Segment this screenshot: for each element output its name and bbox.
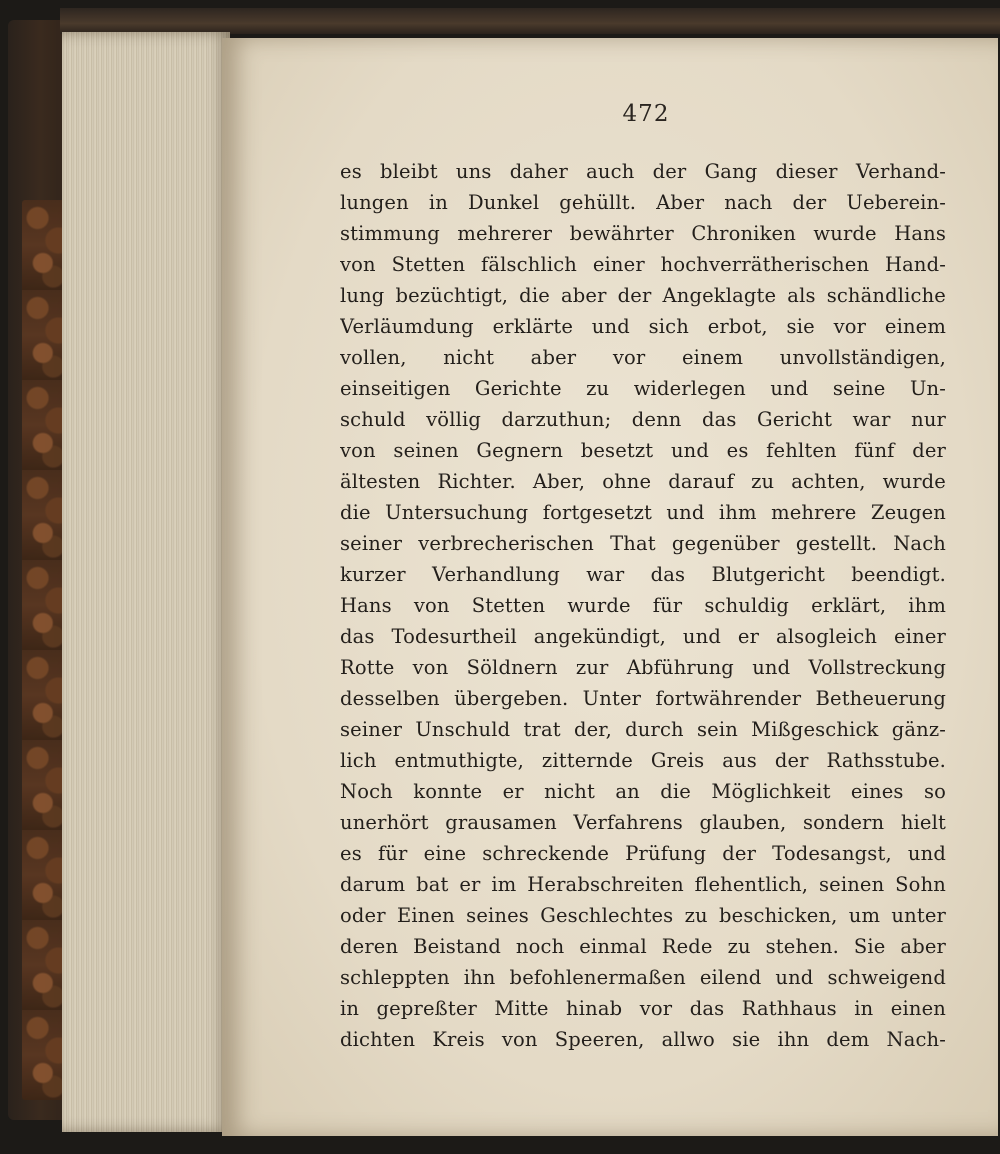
text-line: die Untersuchung fortgesetzt und ihm mehrere Zeugen <box>340 501 946 524</box>
text-line: Rotte von Söldnern zur Abführung und Vollstreckung <box>340 656 946 679</box>
text-line: seiner verbrecherischen That gegenüber gestellt. Nach <box>340 532 946 555</box>
text-line: es bleibt uns daher auch der Gang dieser Verhand- <box>340 160 946 183</box>
text-line: lich entmuthigte, zitternde Greis aus der Rathsstube. <box>340 749 946 772</box>
page-stack-edge <box>62 32 230 1132</box>
text-line: oder Einen seines Geschlechtes zu beschicken, um unter <box>340 904 946 927</box>
text-line: desselben übergeben. Unter fortwährender Betheuerung <box>340 687 946 710</box>
text-line: lungen in Dunkel gehüllt. Aber nach der Ueberein- <box>340 191 946 214</box>
text-line: deren Beistand noch einmal Rede zu stehen. Sie aber <box>340 935 946 958</box>
text-line: in gepreßter Mitte hinab vor das Rathhaus in einen <box>340 997 946 1020</box>
page-number: 472 <box>622 101 670 127</box>
text-line: dichten Kreis von Speeren, allwo sie ihn dem Nach- <box>340 1028 946 1051</box>
text-line: von seinen Gegnern besetzt und es fehlten fünf der <box>340 439 946 462</box>
text-line: kurzer Verhandlung war das Blutgericht beendigt. <box>340 563 946 586</box>
text-line: das Todesurtheil angekündigt, und er alsogleich einer <box>340 625 946 648</box>
text-line: Noch konnte er nicht an die Möglichkeit eines so <box>340 780 946 803</box>
page-text <box>340 156 946 1055</box>
text-line: Hans von Stetten wurde für schuldig erklärt, ihm <box>340 594 946 617</box>
text-line: stimmung mehrerer bewährter Chroniken wurde Hans <box>340 222 946 245</box>
book-page <box>222 38 998 1136</box>
text-line: schleppten ihn befohlenermaßen eilend und schweigend <box>340 966 946 989</box>
text-line: unerhört grausamen Verfahrens glauben, sondern hielt <box>340 811 946 834</box>
text-line: es für eine schreckende Prüfung der Todesangst, und <box>340 842 946 865</box>
text-line: einseitigen Gerichte zu widerlegen und seine Un- <box>340 377 946 400</box>
text-line: ältesten Richter. Aber, ohne darauf zu achten, wurde <box>340 470 946 493</box>
text-line: von Stetten fälschlich einer hochverrätherischen Hand- <box>340 253 946 276</box>
text-line: schuld völlig darzuthun; denn das Gericht war nur <box>340 408 946 431</box>
text-line: seiner Unschuld trat der, durch sein Mißgeschick gänz- <box>340 718 946 741</box>
book-top-edge <box>60 8 1000 34</box>
text-line: darum bat er im Herabschreiten flehentlich, seinen Sohn <box>340 873 946 896</box>
text-line: Verläumdung erklärte und sich erbot, sie vor einem <box>340 315 946 338</box>
text-line: lung bezüchtigt, die aber der Angeklagte als schändliche <box>340 284 946 307</box>
text-line: vollen, nicht aber vor einem unvollständigen, <box>340 346 946 369</box>
